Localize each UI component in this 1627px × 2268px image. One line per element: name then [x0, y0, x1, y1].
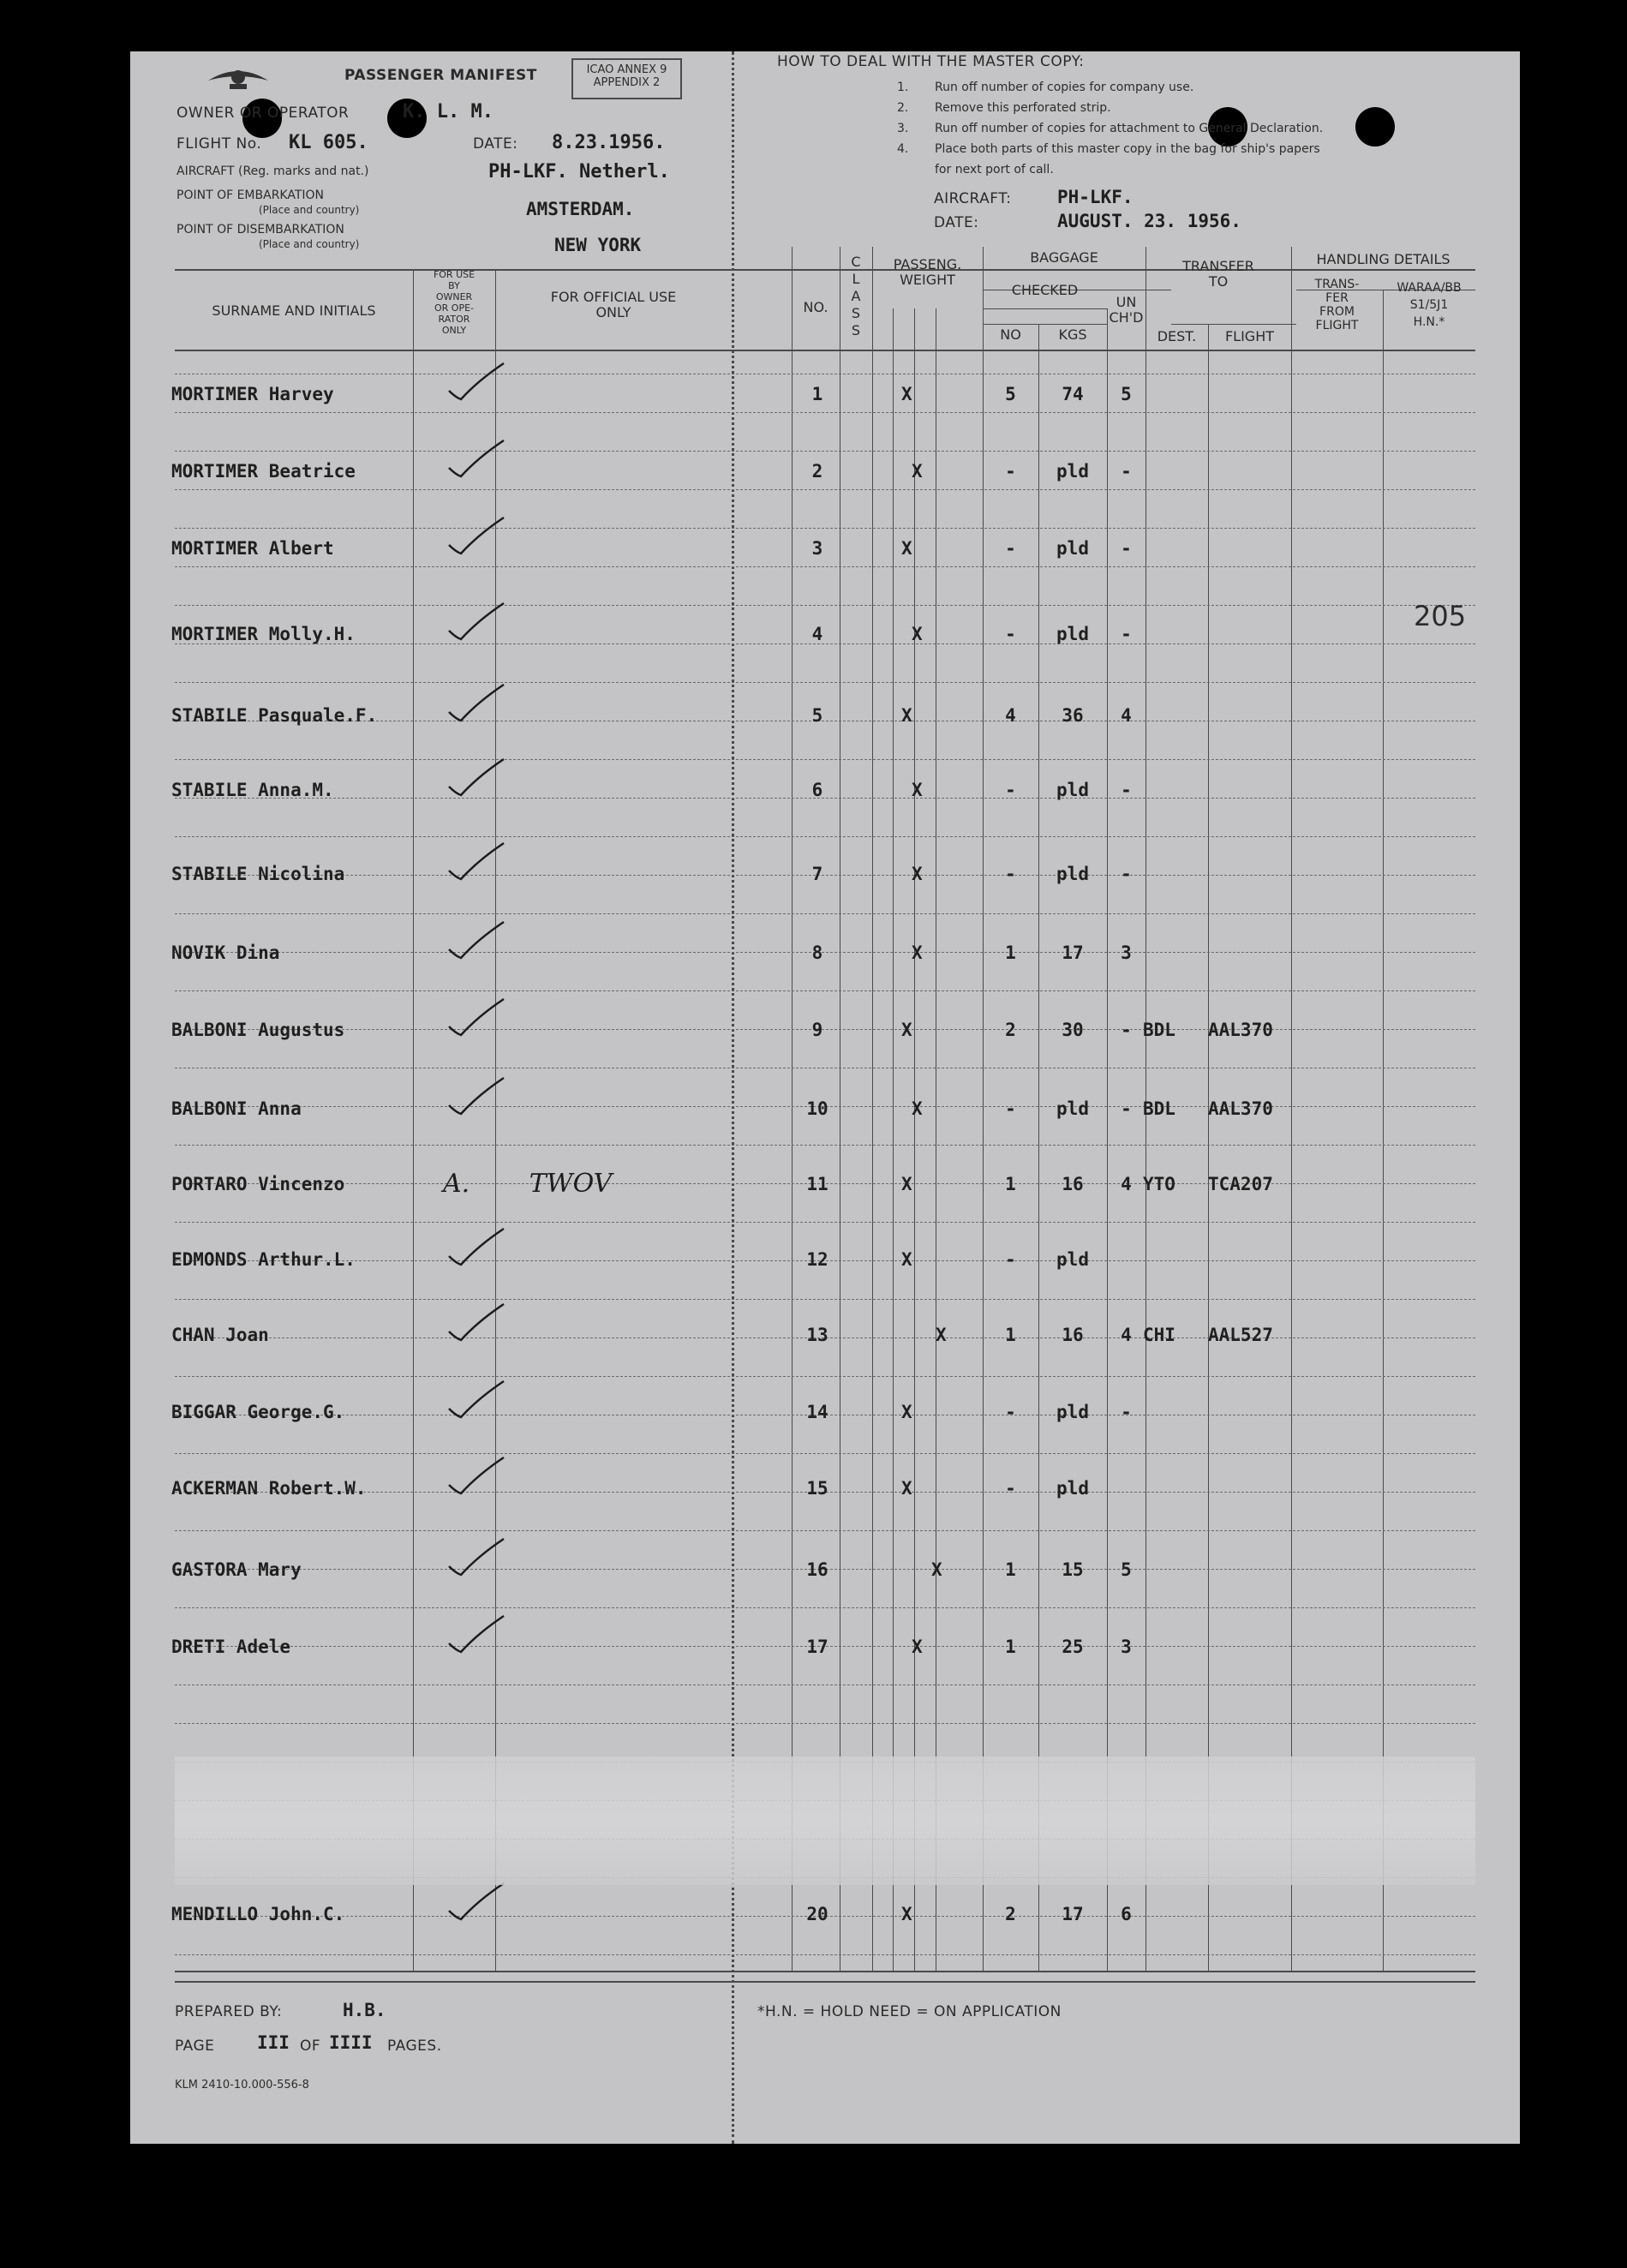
passenger-no: 20 [806, 1904, 828, 1924]
unchecked: 4 [1121, 1174, 1132, 1194]
bag-kgs: pld [1056, 780, 1089, 800]
row-rule [175, 412, 1475, 413]
transfer-dest: BDL [1143, 1020, 1175, 1040]
col-pass-weight: PASSENG. WEIGHT [893, 256, 962, 288]
annotation-205: 205 [1414, 600, 1467, 632]
checkmark-icon [444, 913, 547, 965]
bag-kgs: pld [1056, 1098, 1089, 1119]
class-mark: X [901, 1249, 912, 1270]
aircraft-label: AIRCRAFT (Reg. marks and nat.) [176, 165, 369, 178]
bag-count: - [1005, 1402, 1016, 1422]
col-line [914, 308, 915, 1971]
bag-kgs: 30 [1062, 1020, 1084, 1040]
class-mark: X [912, 1637, 923, 1657]
col-surname: SURNAME AND INITIALS [212, 302, 376, 319]
klm-crown-logo [204, 62, 272, 96]
col-transfer: TRANSFER TO [1182, 258, 1254, 290]
handwritten-mark: A. TWOV [443, 1169, 613, 1199]
unchecked: - [1121, 780, 1132, 800]
instr-date-value: AUGUST. 23. 1956. [1057, 211, 1241, 231]
owner-label: OWNER OR OPERATOR [176, 105, 350, 122]
checkmark-icon [444, 509, 547, 560]
class-mark: X [901, 1478, 912, 1499]
class-mark: X [901, 705, 912, 726]
col-official: FOR OFFICIAL USE ONLY [550, 289, 677, 320]
checkmark-icon [444, 1296, 547, 1347]
passenger-name: DRETI Adele [171, 1637, 291, 1657]
row-rule [175, 990, 1475, 991]
passenger-name: NOVIK Dina [171, 943, 280, 963]
row-rule [175, 605, 1475, 606]
bag-count: 5 [1005, 384, 1016, 404]
bag-count: 2 [1005, 1020, 1016, 1040]
bag-count: 2 [1005, 1904, 1016, 1924]
bag-count: 1 [1005, 943, 1016, 963]
passenger-name: EDMONDS Arthur.L. [171, 1249, 356, 1270]
passenger-no: 15 [806, 1478, 828, 1499]
passenger-no: 3 [811, 538, 823, 559]
bag-count: - [1005, 1249, 1016, 1270]
transfer-dest: YTO [1143, 1174, 1175, 1194]
bag-count: 1 [1005, 1325, 1016, 1345]
transfer-dest: CHI [1143, 1325, 1175, 1345]
unchecked: - [1121, 864, 1132, 884]
class-mark: X [912, 864, 923, 884]
bag-count: 1 [1005, 1174, 1016, 1194]
row-rule [175, 1299, 1475, 1300]
class-mark: X [901, 1402, 912, 1422]
unchecked: - [1121, 624, 1132, 644]
class-mark: X [912, 780, 923, 800]
page-label: PAGE [175, 2038, 215, 2055]
row-rule [175, 682, 1475, 683]
unchecked: 4 [1121, 705, 1132, 726]
class-mark: X [912, 1098, 923, 1119]
col-transfer-from: TRANS- FER FROM FLIGHT [1314, 278, 1360, 332]
checked-line [983, 308, 1107, 309]
passenger-no: 9 [811, 1020, 823, 1040]
row-rule [175, 1723, 1475, 1724]
instruction-item: 1. Run off number of copies for company use. [897, 81, 1194, 94]
col-kgs: KGS [1058, 326, 1087, 343]
unchecked: - [1121, 1402, 1132, 1422]
transfer-flight: AAL527 [1208, 1325, 1273, 1345]
passenger-no: 4 [811, 624, 823, 644]
unchecked: 3 [1121, 1637, 1132, 1657]
bag-kgs: pld [1056, 461, 1089, 482]
embark-label: POINT OF EMBARKATION [176, 189, 325, 202]
embark-value: AMSTERDAM. [526, 199, 635, 219]
bag-kgs: 15 [1062, 1559, 1084, 1580]
instruction-item: 2. Remove this perforated strip. [897, 101, 1111, 115]
passenger-name: MORTIMER Albert [171, 538, 334, 559]
passenger-no: 11 [806, 1174, 828, 1194]
bag-kgs: pld [1056, 538, 1089, 559]
row-rule [175, 1145, 1475, 1146]
manifest-sheet [130, 51, 1520, 2144]
bag-kgs: pld [1056, 624, 1089, 644]
bag-count: 4 [1005, 705, 1016, 726]
flight-label: FLIGHT No. [176, 135, 262, 153]
passenger-no: 10 [806, 1098, 828, 1119]
checkmark-icon [444, 595, 547, 646]
passenger-no: 16 [806, 1559, 828, 1580]
passenger-name: MORTIMER Molly.H. [171, 624, 356, 644]
transfer-line [1171, 324, 1296, 325]
row-rule [175, 451, 1475, 452]
instructions-list [897, 77, 1323, 180]
checkmark-icon [444, 355, 547, 406]
passenger-no: 1 [811, 384, 823, 404]
checkmark-icon [444, 1449, 547, 1500]
row-rule [175, 1530, 1475, 1531]
class-mark: X [901, 1174, 912, 1194]
instr-aircraft-label: AIRCRAFT: [934, 190, 1012, 207]
punch-hole [1355, 107, 1395, 147]
passenger-no: 17 [806, 1637, 828, 1657]
row-rule [175, 1376, 1475, 1377]
passenger-no: 7 [811, 864, 823, 884]
col-hn: WARAA/BB S1/5J1 H.N.* [1397, 281, 1462, 329]
aircraft-value: PH-LKF. Netherl. [488, 161, 670, 183]
passenger-no: 6 [811, 780, 823, 800]
obscured-rows [175, 1756, 1475, 1885]
prepared-value: H.B. [343, 2000, 386, 2020]
unchecked: 5 [1121, 384, 1132, 404]
class-mark: X [936, 1325, 947, 1345]
bag-kgs: 17 [1062, 1904, 1084, 1924]
unchecked: - [1121, 1020, 1132, 1040]
of-label: OF [300, 2038, 321, 2055]
date-value: 8.23.1956. [552, 132, 666, 153]
of-value: IIII [329, 2032, 373, 2053]
unchecked: 6 [1121, 1904, 1132, 1924]
bag-kgs: 25 [1062, 1637, 1084, 1657]
flight-value: KL 605. [289, 132, 368, 153]
instr-aircraft-value: PH-LKF. [1057, 187, 1134, 207]
checkmark-icon [444, 432, 547, 483]
form-code: KLM 2410-10.000-556-8 [175, 2079, 309, 2091]
checkmark-icon [444, 1373, 547, 1424]
row-rule [175, 1607, 1475, 1608]
bag-kgs: pld [1056, 1402, 1089, 1422]
bag-count: 1 [1005, 1637, 1016, 1657]
bag-count: - [1005, 780, 1016, 800]
bag-kgs: 36 [1062, 705, 1084, 726]
instruction-item: 4. Place both parts of this master copy in the bag for ship's papers [897, 142, 1320, 156]
passenger-name: GASTORA Mary [171, 1559, 302, 1580]
instruction-item: for next port of call. [935, 163, 1054, 177]
row-rule [175, 913, 1475, 914]
prepared-label: PREPARED BY: [175, 2003, 283, 2020]
row-rule [175, 528, 1475, 529]
bag-kgs: 16 [1062, 1174, 1084, 1194]
checkmark-icon [444, 751, 547, 802]
row-rule [175, 566, 1475, 567]
class-mark: X [901, 1020, 912, 1040]
passenger-name: ACKERMAN Robert.W. [171, 1478, 367, 1499]
col-unchd: UN CH'D [1109, 294, 1144, 326]
bag-count: - [1005, 1098, 1016, 1119]
unchecked: - [1121, 461, 1132, 482]
checkmark-icon [444, 990, 547, 1042]
col-baggage: BAGGAGE [1030, 249, 1098, 266]
passenger-name: CHAN Joan [171, 1325, 269, 1345]
class-mark: X [901, 384, 912, 404]
row-rule [175, 1453, 1475, 1454]
passenger-name: BALBONI Augustus [171, 1020, 345, 1040]
passenger-no: 13 [806, 1325, 828, 1345]
passenger-name: STABILE Nicolina [171, 864, 345, 884]
transfer-dest: BDL [1143, 1098, 1175, 1119]
bag-kgs: 17 [1062, 943, 1084, 963]
passenger-name: MENDILLO John.C. [171, 1904, 345, 1924]
annex-line2: APPENDIX 2 [593, 76, 661, 89]
col-line [413, 269, 414, 1971]
checkmark-icon [444, 1607, 547, 1659]
bag-count: - [1005, 624, 1016, 644]
passenger-no: 5 [811, 705, 823, 726]
unchecked: 5 [1121, 1559, 1132, 1580]
class-mark: X [912, 461, 923, 482]
unchecked: - [1121, 538, 1132, 559]
bag-count: - [1005, 1478, 1016, 1499]
col-dest: DEST. [1157, 328, 1197, 344]
checkmark-icon [444, 1530, 547, 1582]
class-mark: X [931, 1559, 942, 1580]
passenger-no: 14 [806, 1402, 828, 1422]
unchecked: - [1121, 1098, 1132, 1119]
col-no: NO. [803, 299, 828, 315]
embark-sub: (Place and country) [259, 204, 360, 216]
bag-count: - [1005, 461, 1016, 482]
annex-line1: ICAO ANNEX 9 [586, 63, 667, 76]
bag-kgs: 16 [1062, 1325, 1084, 1345]
col-handling: HANDLING DETAILS [1316, 251, 1451, 267]
form-title: PASSENGER MANIFEST [344, 67, 537, 84]
col-flight: FLIGHT [1224, 328, 1275, 344]
bag-count: 1 [1005, 1559, 1016, 1580]
disembark-label: POINT OF DISEMBARKATION [176, 223, 344, 236]
instr-date-label: DATE: [934, 214, 979, 231]
owner-value: K. L. M. [403, 101, 493, 123]
instruction-item: 3. Run off number of copies for attachment to General Declaration. [897, 122, 1324, 135]
annex-box [571, 58, 682, 99]
col-line [1291, 247, 1292, 1971]
bag-kgs: pld [1056, 1249, 1089, 1270]
bag-kgs: 74 [1062, 384, 1084, 404]
unchecked: 3 [1121, 943, 1132, 963]
passenger-no: 8 [811, 943, 823, 963]
page-value: III [257, 2032, 290, 2053]
passenger-name: BALBONI Anna [171, 1098, 302, 1119]
transfer-flight: AAL370 [1208, 1020, 1273, 1040]
checkmark-icon [444, 1220, 547, 1272]
class-mark: X [912, 624, 923, 644]
transfer-flight: TCA207 [1208, 1174, 1273, 1194]
col-owner-use: FOR USE BY OWNER OR OPE- RATOR ONLY [433, 269, 476, 336]
date-label: DATE: [473, 135, 518, 153]
table-bottom-line2 [175, 1981, 1475, 1983]
col-bag-no: NO [1000, 326, 1021, 343]
passenger-name: MORTIMER Beatrice [171, 461, 356, 482]
passenger-no: 2 [811, 461, 823, 482]
col-checked: CHECKED [1011, 282, 1079, 298]
checkmark-icon [444, 676, 547, 727]
row-rule [175, 1954, 1475, 1955]
table-header-line [175, 350, 1475, 351]
hn-note: *H.N. = HOLD NEED = ON APPLICATION [757, 2003, 1062, 2020]
row-rule [175, 1222, 1475, 1223]
instructions-title: HOW TO DEAL WITH THE MASTER COPY: [777, 53, 1085, 70]
passenger-name: PORTARO Vincenzo [171, 1174, 345, 1194]
row-rule [175, 489, 1475, 490]
bag-kgs: pld [1056, 1478, 1089, 1499]
col-line [893, 308, 894, 1971]
checkmark-icon [444, 1069, 547, 1121]
class-mark: X [901, 1904, 912, 1924]
class-mark: X [912, 943, 923, 963]
passenger-name: STABILE Anna.M. [171, 780, 334, 800]
pages-label: PAGES. [387, 2038, 442, 2055]
disembark-sub: (Place and country) [259, 238, 360, 250]
col-line [872, 247, 873, 1971]
passenger-name: MORTIMER Harvey [171, 384, 334, 404]
bag-count: - [1005, 538, 1016, 559]
table-bottom-line [175, 1971, 1475, 1972]
unchecked: 4 [1121, 1325, 1132, 1345]
bag-count: - [1005, 864, 1016, 884]
col-line [1383, 290, 1384, 1971]
passenger-no: 12 [806, 1249, 828, 1270]
col-class: C L A S S [851, 254, 861, 338]
bag-kgs: pld [1056, 864, 1089, 884]
checkmark-icon [444, 835, 547, 886]
row-rule [175, 836, 1475, 837]
class-mark: X [901, 538, 912, 559]
row-rule [175, 759, 1475, 760]
bag-no-line [983, 324, 1107, 325]
passenger-name: BIGGAR George.G. [171, 1402, 345, 1422]
passenger-name: STABILE Pasquale.F. [171, 705, 378, 726]
disembark-value: NEW YORK [554, 235, 642, 255]
transfer-flight: AAL370 [1208, 1098, 1273, 1119]
